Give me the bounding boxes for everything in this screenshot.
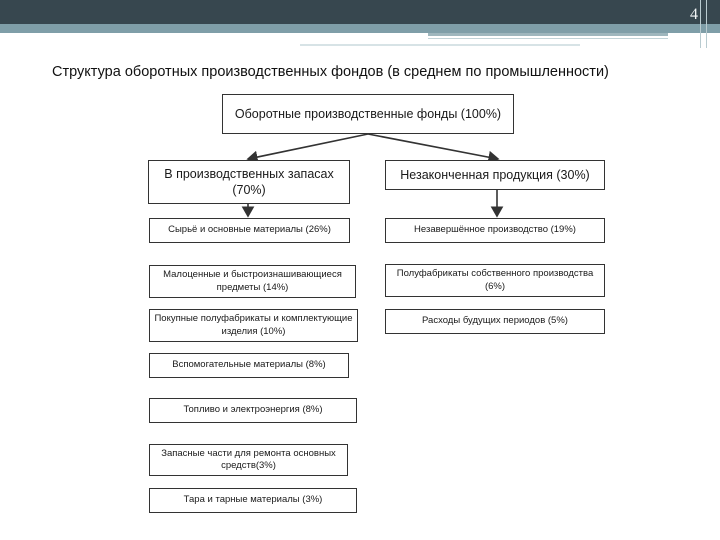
left-item-label: Сырьё и основные материалы (26%)	[168, 224, 331, 236]
right-item-label: Расходы будущих периодов (5%)	[422, 315, 568, 327]
left-item	[149, 353, 349, 378]
right-item	[385, 264, 605, 297]
left-branch-heading-label: В производственных запасах (70%)	[164, 166, 334, 197]
left-item-label: Покупные полуфабрикаты и комплектующие изделия (10%)	[154, 313, 353, 337]
left-item-label: Запасные части для ремонта основных средств(3%)	[161, 447, 336, 471]
left-item-label: Тара и тарные материалы (3%)	[183, 494, 323, 506]
right-branch-heading	[385, 160, 605, 190]
root-node-label: Оборотные производственные фонды (100%)	[234, 106, 502, 121]
left-item-label: Топливо и электроэнергия (8%)	[183, 404, 323, 416]
slide-title: Структура оборотных производственных фондов (в среднем по промышленности)	[52, 64, 609, 80]
left-item-label: Малоценные и быстроизнашивающиеся предметы (14%)	[163, 269, 342, 293]
left-item	[149, 309, 358, 342]
left-item	[149, 398, 357, 423]
root-node	[222, 94, 514, 134]
right-branch-heading-label: Незаконченная продукция (30%)	[400, 167, 590, 182]
right-item	[385, 218, 605, 243]
page-number: 4	[690, 6, 698, 23]
right-item-label: Незавершённое производство (19%)	[414, 224, 576, 236]
left-item	[149, 488, 357, 513]
arrow-root-to-left	[248, 134, 368, 159]
right-item	[385, 309, 605, 334]
right-item-label: Полуфабрикаты собственного производства (6%)	[396, 268, 594, 292]
arrow-root-to-right	[368, 134, 498, 159]
left-item	[149, 218, 350, 243]
left-branch-heading	[148, 160, 350, 204]
left-item	[149, 265, 356, 298]
left-item-label: Вспомогательные материалы (8%)	[172, 359, 326, 371]
left-item	[149, 444, 348, 476]
